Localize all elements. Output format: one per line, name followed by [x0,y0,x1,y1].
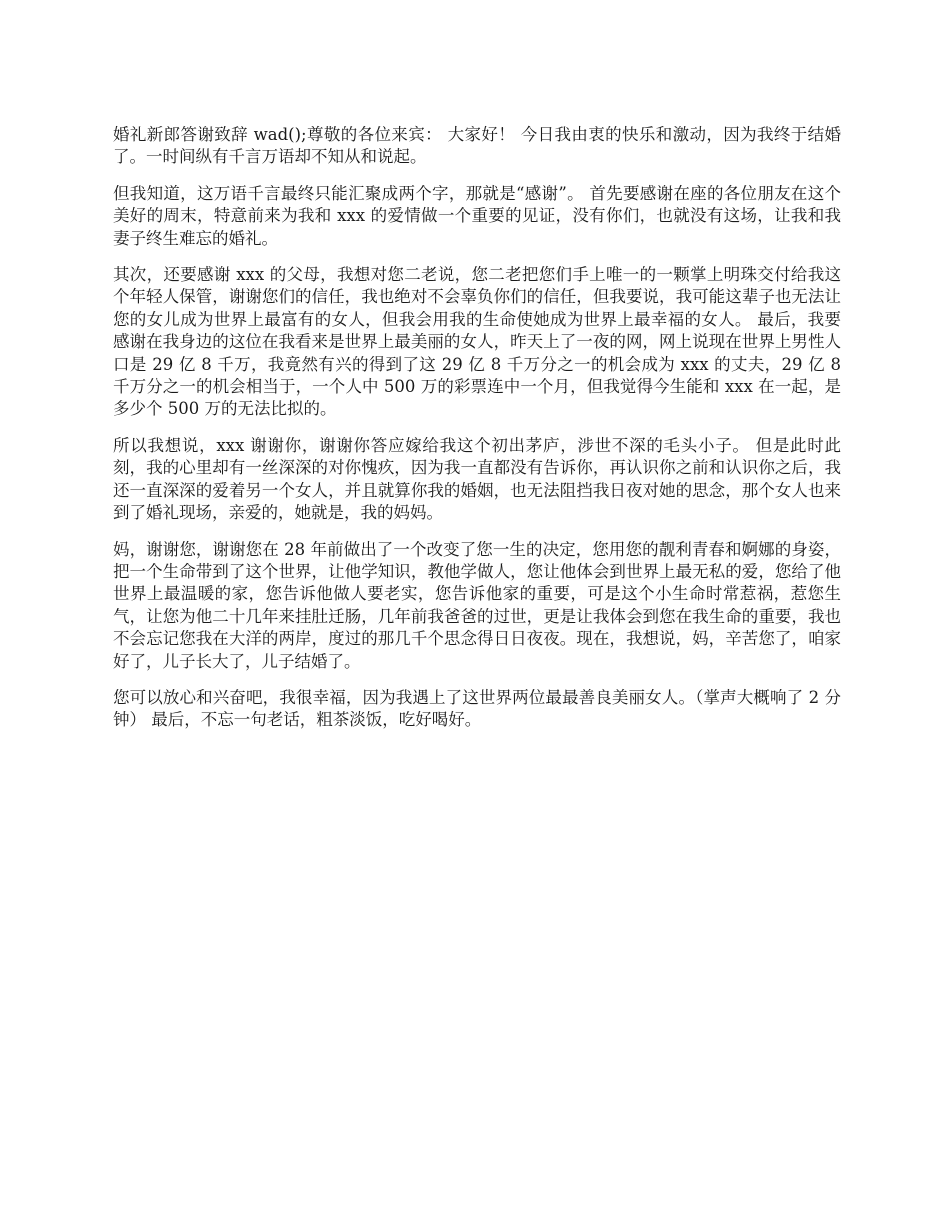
paragraph-5: 妈，谢谢您，谢谢您在 28 年前做出了一个改变了您一生的决定，您用您的靓利青春和婀娜的身姿，把一个生命带到了这个世界，让他学知识，教他学做人，您让他体会到世界上最无私的爱，您给了他世界上最温暖的家，您告诉他做人要老实，您告诉他家的重要，可是这个小生命时常惹祸，惹您生气，让您为他二十几年来挂肚迁肠，几年前我爸爸的过世，更是让我体会到您在我生命的重要，我也不会忘记您我在大洋的两岸，度过的那几千个思念得日日夜夜。现在，我想说，妈，辛苦您了，咱家好了，儿子长大了，儿子结婚了。 [113,539,841,671]
paragraph-1: 婚礼新郎答谢致辞 wad();尊敬的各位来宾： 大家好！ 今日我由衷的快乐和激动，因为我终于结婚了。一时间纵有千言万语却不知从和说起。 [113,125,841,167]
document-body [113,124,841,746]
paragraph-6: 您可以放心和兴奋吧，我很幸福，因为我遇上了这世界两位最最善良美丽女人。（掌声大概响了 2 分钟） 最后，不忘一句老话，粗茶淡饭，吃好喝好。 [113,687,841,730]
paragraph-2: 但我知道，这万语千言最终只能汇聚成两个字，那就是“感谢”。 首先要感谢在座的各位朋友在这个美好的周末，特意前来为我和 xxx 的爱情做一个重要的见证，没有你们，也就没有这场，让我和我妻子终生难忘的婚礼。 [113,183,841,248]
paragraph-3: 其次，还要感谢 xxx 的父母，我想对您二老说，您二老把您们手上唯一的一颗掌上明珠交付给我这个年轻人保管，谢谢您们的信任，我也绝对不会辜负你们的信任，但我要说，我可能这辈子也无法让您的女儿成为世界上最富有的女人，但我会用我的生命使她成为世界上最幸福的女人。 最后，我要感谢在我身边的这位在我看来是世界上最美丽的女人，昨天上了一夜的网，网上说现在世界上男性人口是 29 亿 8 千万，我竟然有兴的得到了这 29 亿 8 千万分之一的机会成为 xxx 的丈夫，29 亿 8 千万分之一的机会相当于，一个人中 500 万的彩票连中一个月，但我觉得今生能和 xxx 在一起，是多少个 500 万的无法比拟的。 [113,265,841,419]
paragraph-4: 所以我想说，xxx 谢谢你，谢谢你答应嫁给我这个初出茅庐，涉世不深的毛头小子。 但是此时此刻，我的心里却有一丝深深的对你愧疚，因为我一直都没有告诉你，再认识你之前和认识你之后，我还一直深深的爱着另一个女人，并且就算你我的婚姻，也无法阻挡我日夜对她的思念，那个女人也来到了婚礼现场，亲爱的，她就是，我的妈妈。 [113,435,841,523]
